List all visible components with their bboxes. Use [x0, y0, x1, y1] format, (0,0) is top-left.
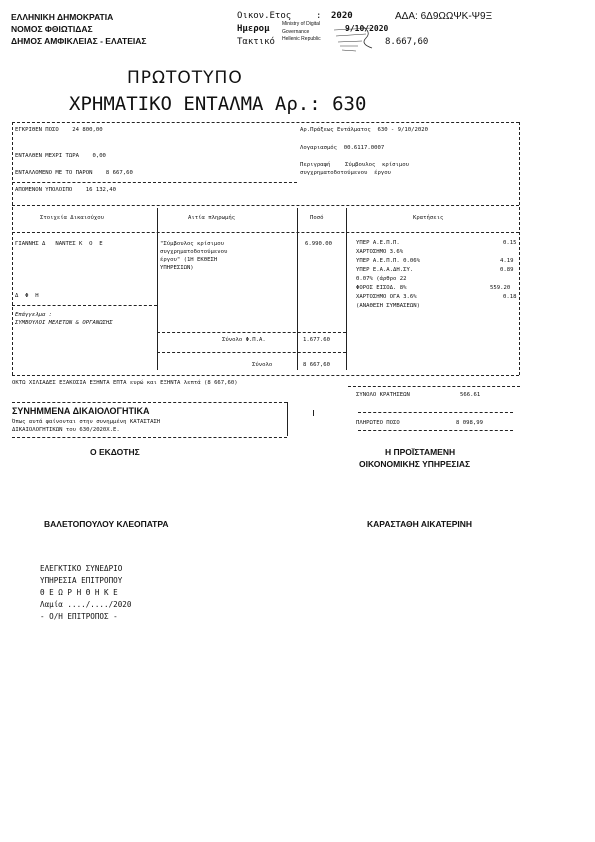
- deduction-value-3: 4.19: [500, 258, 514, 264]
- amount-value: 6.990.00: [305, 241, 332, 247]
- col-deductions: Κρατήσεις: [413, 215, 444, 221]
- current-order-amount: ΕΝΤΑΛΛΟΜΕΝΟ ΜΕ ΤΟ ΠΑΡΟΝ 8 667,60: [15, 170, 133, 176]
- signature-scribble-icon: [332, 24, 380, 54]
- table-right-edge: [519, 122, 520, 375]
- type-value: 8.667,60: [385, 37, 429, 47]
- head-title-2: ΟΙΚΟΝΟΜΙΚΗΣ ΥΠΗΡΕΣΙΑΣ: [359, 459, 471, 469]
- account-number: Λογαριασμός 00.6117.0007: [300, 145, 385, 151]
- deduction-label-5: 0.07% (άρθρο 22: [356, 276, 407, 282]
- ordered-to-date: ΕΝΤΑΛΘΕΝ ΜΕΧΡΙ ΤΩΡΑ 0,00: [15, 153, 106, 159]
- signature-line-3: Hellenic Republic: [282, 36, 321, 42]
- beneficiary-name: ΓΙΑΝΝΗΣ Δ ΝΑΝΤΕΣ Κ Ο Ε: [15, 241, 103, 247]
- col-payment-reason: Αιτία πληρωμής: [188, 215, 236, 221]
- totals-top-rule: [157, 332, 346, 333]
- grand-total-value: 8 667,60: [303, 362, 330, 368]
- table-bottom-rule: [12, 375, 519, 376]
- head-name: ΚΑΡΑΣΤΑΘΗ ΑΙΚΑΤΕΡΙΝΗ: [367, 519, 473, 529]
- deduction-label-8: (ΑΝΑΘΕΣΗ ΣΥΜΒΑΣΕΩΝ): [356, 303, 420, 309]
- middle-tick: [313, 410, 314, 416]
- totals-mid-rule: [157, 352, 346, 353]
- issuer-line-3: ΔΗΜΟΣ ΑΜΦΙΚΛΕΙΑΣ - ΕΛΑΤΕΙΑΣ: [11, 36, 147, 46]
- beneficiary-tax-id: Δ Φ Η: [15, 293, 39, 299]
- reason-line-4: ΥΠΗΡΕΣΙΩΝ): [160, 265, 194, 271]
- order-act-number: Αρ.Πράξεως Εντάλματος 630 - 9/10/2020: [300, 127, 428, 133]
- payable-label: ΠΛΗΡΩΤΕΟ ΠΟΣΟ: [356, 420, 400, 426]
- table-top-rule: [12, 122, 519, 123]
- deduction-label-6: ΦΟΡΟΣ ΕΙΣΟΔ. 8%: [356, 285, 407, 291]
- col-sep-3: [346, 208, 347, 370]
- payable-value: 8 098,99: [456, 420, 483, 426]
- vat-total-value: 1.677.60: [303, 337, 330, 343]
- amount-in-words: ΟΚΤΩ ΧΙΛΙΑΔΕΣ ΕΞΑΚΟΣΙΑ ΕΞΗΝΤΑ ΕΠΤΑ ευρώ και ΕΞΗΝΤΑ λεπτά (8 667,60): [12, 380, 238, 386]
- audit-line-3: Θ Ε Ω Ρ Η Θ Η Κ Ε: [40, 588, 118, 597]
- grand-total-label: Σύνολο: [252, 362, 273, 368]
- profession-value: ΣΥΜΒΟΥΛΟΙ ΜΕΛΕΤΩΝ & ΟΡΓΑΝΩΣΗΣ: [15, 320, 113, 326]
- attachments-right-edge: [287, 402, 288, 436]
- deduction-label-4: ΥΠΕΡ Ε.Α.Α.ΔΗ.ΣΥ.: [356, 267, 414, 273]
- vat-total-label: Σύνολο Φ.Π.Α.: [222, 337, 266, 343]
- attachments-line-1: Όπως αυτά φαίνονται στην συνημμένη ΚΑΤΑΣΤΑΣΗ: [12, 419, 161, 425]
- deduction-label-1: ΥΠΕΡ Α.Ε.Π.Π.: [356, 240, 400, 246]
- signature-line-1: Ministry of Digital: [282, 21, 321, 27]
- approved-amount: ΕΓΚΡΙΘΕΝ ΠΟΣΟ 24 800,00: [15, 127, 103, 133]
- header-top-rule: [12, 205, 519, 206]
- payable-top-rule: [358, 412, 513, 413]
- date-label: Ημερομ: [237, 24, 270, 34]
- payable-bottom-rule: [358, 430, 513, 431]
- issuer-title: Ο ΕΚΔΟΤΗΣ: [90, 447, 140, 457]
- summary-mid-rule: [12, 182, 297, 183]
- col-sep-2: [297, 208, 298, 370]
- attachments-top-rule: [12, 402, 287, 403]
- signature-line-2: Governance: [282, 29, 310, 35]
- deductions-total-top-rule: [348, 386, 520, 387]
- issuer-line-2: ΝΟΜΟΣ ΦΘΙΩΤΙΔΑΣ: [11, 24, 93, 34]
- col-beneficiary: Στοιχεία Δικαιούχου: [40, 215, 104, 221]
- head-title-1: Η ΠΡΟΪΣΤΑΜΕΝΗ: [385, 447, 456, 457]
- date-value: 9/10/2020: [345, 24, 389, 33]
- deduction-value-6: 559.20: [490, 285, 511, 291]
- original-label: ΠΡΩΤΟΤΥΠΟ: [127, 68, 243, 88]
- audit-line-5: - Ο/Η ΕΠΙΤΡΟΠΟΣ -: [40, 612, 118, 621]
- digital-signature-stamp: [282, 22, 382, 56]
- fiscal-year-value: 2020: [331, 11, 353, 21]
- issuer-line-1: ΕΛΛΗΝΙΚΗ ΔΗΜΟΚΡΑΤΙΑ: [11, 12, 114, 22]
- profession-label: Επάγγελμα :: [15, 312, 53, 318]
- fiscal-year-label: Οικον.Ετος: [237, 11, 292, 21]
- ada-code: ΑΔΑ: 6Δ9ΩΩΨΚ-Ψ9Ξ: [395, 11, 493, 22]
- beneficiary-rule: [12, 305, 157, 306]
- deduction-value-4: 0.89: [500, 267, 514, 273]
- type-label: Τακτικό: [237, 37, 275, 47]
- audit-line-2: ΥΠΗΡΕΣΙΑ ΕΠΙΤΡΟΠΟΥ: [40, 576, 123, 585]
- description-line-2: συγχρηματοδοτούμενου έργου: [300, 170, 391, 176]
- deductions-total-value: 566.61: [460, 392, 481, 398]
- attachments-title: ΣΥΝΗΜΜΕΝΑ ΔΙΚΑΙΟΛΟΓΗΤΙΚΑ: [12, 406, 150, 416]
- deduction-label-2: ΧΑΡΤΟΣΗΜΟ 3.6%: [356, 249, 404, 255]
- deduction-value-7: 0.18: [503, 294, 517, 300]
- table-left-edge: [12, 122, 13, 375]
- attachments-bottom-rule: [12, 437, 287, 438]
- audit-line-1: ΕΛΕΓΚΤΙΚΟ ΣΥΝΕΔΡΙΟ: [40, 564, 123, 573]
- description-line-1: Σύμβουλος κρίσιμου: [345, 162, 409, 168]
- audit-line-4: Λαμία ..../..../2020: [40, 600, 132, 609]
- remaining-balance: ΑΠΟΜΕΝΟΝ ΥΠΟΛΟΙΠΟ 16 132,40: [15, 187, 117, 193]
- reason-line-2: συγχρηματοδοτούμενου: [160, 249, 228, 255]
- deduction-label-3: ΥΠΕΡ Α.Ε.Π.Π. 0.06%: [356, 258, 420, 264]
- payment-order-title: ΧΡΗΜΑΤΙΚΟ ΕΝΤΑΛΜΑ Αρ.: 630: [69, 93, 367, 115]
- header-bottom-rule: [12, 232, 519, 233]
- deductions-total-label: ΣΥΝΟΛΟ ΚΡΑΤΗΣΕΩΝ: [356, 392, 410, 398]
- deduction-value-1: 0.15: [503, 240, 517, 246]
- attachments-line-2: ΔΙΚΑΙΟΛΟΓΗΤΙΚΩΝ του 630/2020Χ.Ε.: [12, 427, 120, 433]
- deduction-label-7: ΧΑΡΤΟΣΗΜΟ ΟΓΑ 3.6%: [356, 294, 417, 300]
- description-label: Περιγραφή: [300, 162, 331, 168]
- reason-line-3: έργου" (1Η ΕΚΘΕΣΗ: [160, 257, 218, 263]
- fiscal-year-sep: :: [316, 11, 322, 21]
- issuer-name: ΒΑΛΕΤΟΠΟΥΛΟΥ ΚΛΕΟΠΑΤΡΑ: [44, 519, 169, 529]
- col-amount: Ποσό: [310, 215, 324, 221]
- reason-line-1: "Σύμβουλος κρίσιμου: [160, 241, 224, 247]
- col-sep-1: [157, 208, 158, 370]
